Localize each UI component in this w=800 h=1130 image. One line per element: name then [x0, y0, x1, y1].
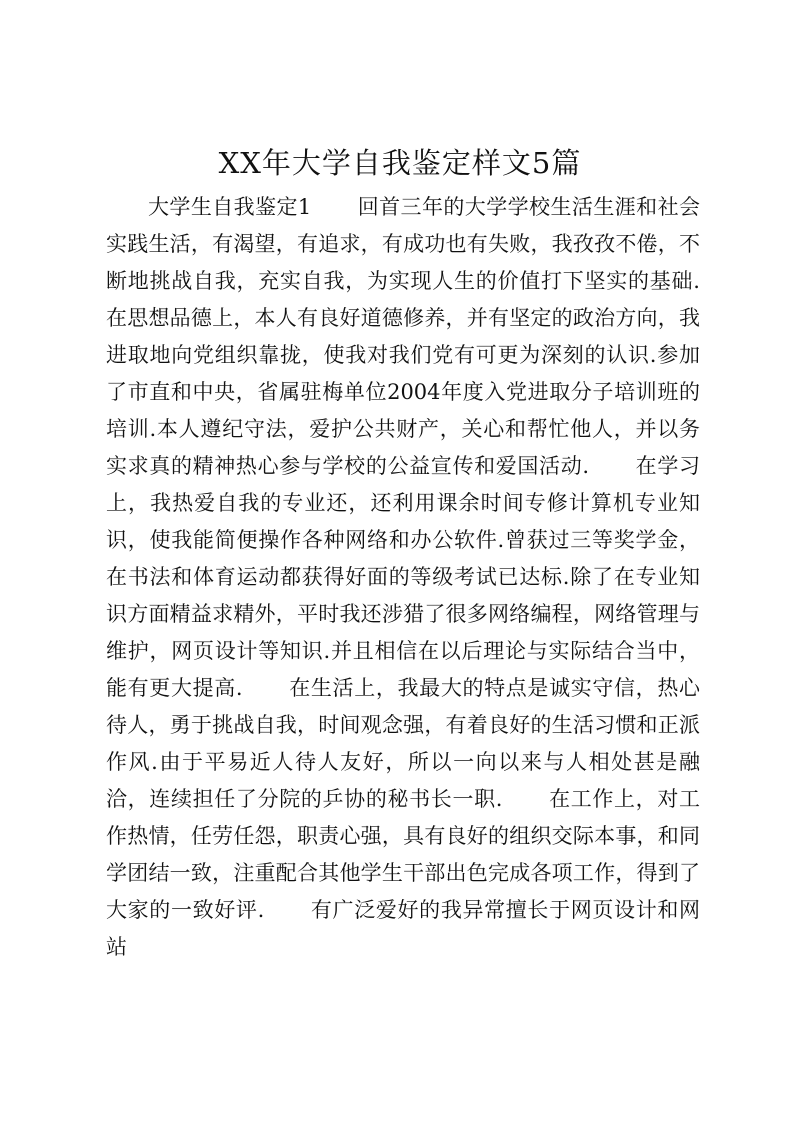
document-title: XX年大学自我鉴定样文5篇	[218, 146, 582, 180]
section-heading: 大学生自我鉴定1	[148, 195, 312, 219]
paragraph-life: 在生活上，我最大的特点是诚实守信，热心待人，勇于挑战自我，时间观念强，有着良好的生活习惯和正派作风.由于平易近人待人友好，所以一向以来与人相处甚是融洽，连续担任了分院的乒协的秘书长一职.	[106, 676, 700, 811]
paragraph-study: 在学习上，我热爱自我的专业还，还利用课余时间专修计算机专业知识，使我能简便操作各种网络和办公软件.曾获过三等奖学金，在书法和体育运动都获得好面的等级考试已达标.除了在专业知识方面精益求精外，平时我还涉猎了很多网络编程，网络管理与维护，网页设计等知识.并且相信在以后理论与实际结合当中，能有更大提高.	[106, 454, 700, 700]
document-body	[106, 189, 700, 966]
paragraph-hobby: 有广泛爱好的我异常擅长于网页设计和网站	[106, 898, 700, 959]
paragraph-work: 在工作上，对工作热情，任劳任怨，职责心强，具有良好的组织交际本事，和同学团结一致，注重配合其他学生干部出色完成各项工作，得到了大家的一致好评.	[106, 787, 700, 922]
paragraph-intro: 回首三年的大学学校生活生涯和社会实践生活，有渴望，有追求，有成功也有失败，我孜孜不倦，不断地挑战自我，充实自我，为实现人生的价值打下坚实的基础.在思想品德上，本人有良好道德修养，并有坚定的政治方向，我进取地向党组织靠拢，使我对我们党有可更为深刻的认识.参加了市直和中央，省属驻梅单位2004年度入党进取分子培训班的培训.本人遵纪守法，爱护公共财产，关心和帮忙他人，并以务实求真的精神热心参与学校的公益宣传和爱国活动.	[106, 195, 700, 478]
